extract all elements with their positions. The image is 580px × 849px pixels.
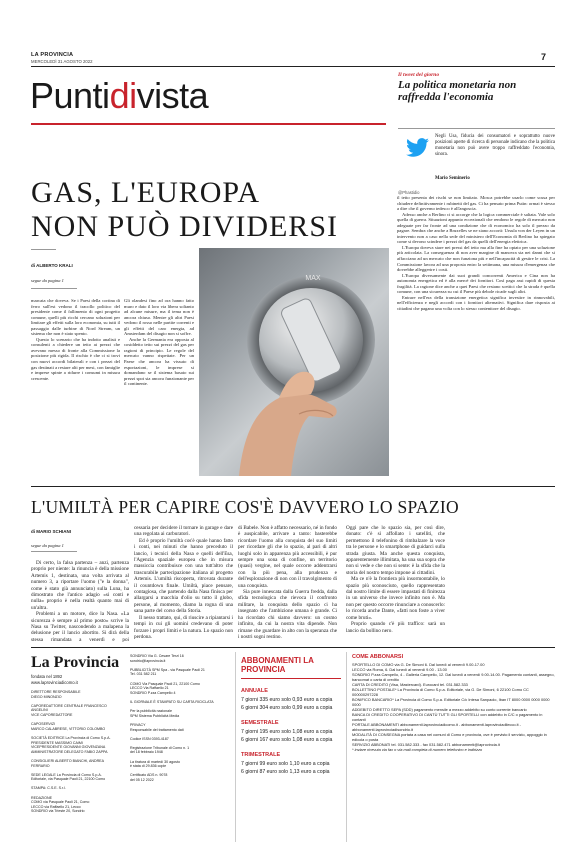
tweet-box xyxy=(398,72,555,103)
annual-7days: 7 giorni 335 euro solo 0,93 euro a copia xyxy=(241,697,333,703)
header-rule xyxy=(31,66,555,67)
article2-col1-p1: Di certo, la falsa partenza – anzi, partenza proprio per niente: la rinuncia è della missione Artemis 1, destinata, una volta arrivata al numero 3, a riportare l'uomo ("e la donna", come è stato già annunciato) sulla Luna, ha dimostrato che l'antico adagio «si conti e nulla» proprio è nella realtà quanto mai di un'altra. xyxy=(31,560,129,611)
svg-text:MAX: MAX xyxy=(305,275,321,282)
article1-continues: segue da pagina 1 xyxy=(31,278,64,283)
footer-divider-1 xyxy=(235,652,236,842)
how-item: CARTA DI CREDITO (Visa, Mastercard). Eurocard tel. 031.582.333 xyxy=(352,682,468,687)
article1-title-line1: GAS, L'EUROPA xyxy=(31,176,261,209)
article2-continues-rule xyxy=(31,551,77,552)
article1-photo xyxy=(199,248,389,476)
semester-7days: 7 giorni 195 euro solo 1,08 euro a copia xyxy=(241,729,333,735)
how-item: BONIFICO BANCARIO* La Provincia di Como S.p.a. Editoriale C/c Intesa Sanpaolo, Iban IT 8000 0000 0000 0000 0000 xyxy=(352,697,550,707)
article2-column-1 xyxy=(31,560,129,642)
article1-byline: di ALBERTO KRALI xyxy=(31,263,73,268)
subscriptions-title: ABBONAMENTI LA PROVINCIA xyxy=(241,656,314,674)
article1-col2-p3: L'Europa doveva stare nei pressi del tetto ma alla fine ha optato per una soluzione più articolata. La conseguenza di non aver margine di manovra sta nei danni che si affacciano ad un mercato che non funziona più e nell'incapacità di gestire le crisi. La Commissione lavora ad una proposta entro la settimana, una misura d'emergenza che dovrebbe alleggerire i costi. xyxy=(397,244,555,273)
twitter-bird-icon xyxy=(406,137,430,159)
how-item: SONDRIO P.zza Campello, 4 - Galleria Campello, 12. Dal lunedì a venerdì 9.00-14.00. Pagamento contanti, assegno, bancomat o carta di credito xyxy=(352,672,555,682)
article1-col1-p3: Gli olandesi fino ad ora hanno fatto muro e dato il loro via libera soltanto ad alcune misure, ma il tema non è ancora chiuso. Mentre gli altri Paesi vedono il rosso nelle partite correnti e gli effetti del caro energia, ad Amsterdam del disagio non si soffre. xyxy=(124,298,194,337)
annual-label: ANNUALE xyxy=(241,688,268,694)
footer-staff-col1: DIRETTORE RESPONSABILE DIEGO MINONZIO CAPOREDATTORE CENTRALE FRANCESCO ANGELINI VICE CAPOREDATTORE CAPOSERVIZI MARCO CALABRESE, VITTORIO COLOMBO SOCIETÀ EDITRICE La Provincia di Como S.p.A. PRESIDENTE MASSIMO CAIMI VICEPRESIDENTE GIOVANNI GIOVENZANA AMMINISTRATORE DELEGATO FABIO ZAPPA CONSIGLIERI ALBERTO BIANCHI, ANDREA FERRARIO SEDE LEGALE La Provincia di Como S.p.A. Editoriale, via Pasquale Paoli 21, 22100 Como STAMPA: C.S.E. S.r.l. REDAZIONE COMO via Pasquale Paoli 21, Como LECCO via Raffaello 21, Lecco SONDRIO via Trieste 20, Sondrio xyxy=(31,690,111,814)
footer-top-rule xyxy=(31,647,555,648)
article2-col2-p2: Ed è proprio l'umiltà cos'è quale hanno fatto i conti, nei minuti che hanno preceduto il lancio, i tecnici della Nasa e quelli dell'Esa, l'Agenzia spaziale europea che in misura massiccia contribuisce con una tutt'altro che trascurabile partecipazione italiana al progetto Artemis. L'umiltà riscoperta, ritrovata durante il countdown finale. Umiltà, piace pensare, contagiosa, che partendo dalla Nasa finisca per allargarsi a macchia d'olio su tutto il globo, persone, al momento, diamo la rogna di una sana parte del corso della Storia. xyxy=(134,537,233,615)
article2-column-2 xyxy=(134,525,233,642)
tweet-label: Il tweet del giorno xyxy=(398,72,440,78)
article1-col1-p2: Questo lo scenario che ha indotto analisti e consulenti a chiedere un tetto ai prezzi che avevano messo di fronte alla Commissione la posizione più rigida. Il rischio è che ci si trovi con nuovi accordi bilaterali e con i prezzi del gas destinati a restare alti per mesi, con famiglie e imprese spinte a ridurre i consumi in misura crescente. xyxy=(31,336,120,381)
byline-rule xyxy=(31,249,56,250)
article2-title: L'UMILTÀ PER CAPIRE COS'È DAVVERO LO SPAZIO xyxy=(31,497,459,517)
subscriptions-rule xyxy=(241,678,341,679)
footer-site[interactable]: www.laprovinciadicomo.it xyxy=(31,680,78,685)
how-to-subscribe-list xyxy=(352,662,555,842)
article2-col2-p1: cessaria per decidere il tornare in garage e dare una regolata ai carburatori. xyxy=(134,525,233,538)
article2-top-rule xyxy=(31,486,555,487)
article2-byline: di MARIO SCHIANI xyxy=(31,529,71,534)
page-date: MERCOLEDÌ 31 AGOSTO 2022 xyxy=(31,59,93,64)
article2-col3-p1: di Babele. Non è affatto necessario, né in fondo è auspicabile, arrivare a tanto: basterebbe ricordare l'uomo alla conquista del suo limiti per ricordare gli che lo spazio, al pari di altri luoghi solo in apparenza più accessibili, è pur sempre una sona di confine, un territorio (quasi) vergine, nel quale occorre addentrarsi con la più pena, alla prudenza e dell'esplorazione di non con il travolgimento di una conquista. xyxy=(238,525,337,589)
how-item: ADDEBITO DIRETTO SEPA (SDD) pagamento mensile a mezzo addebito su conto corrente bancario xyxy=(352,707,527,712)
article1-col2-p2: Adesso anche a Berlino ci si accorge che la logica commerciale è saltata. Vale solo quella di guerra. Situazioni appunto eccezionali che rendono le regole di mercato non adeguate per far fronte ad una condizione che di economico ha solo il prezzo da pagare. Sembra che anche a Bruxelles se ne siano accorti: Ursula von der Leyen in un intervento non a caso nella sede del ministero dell'Economia di Berlino ha spiegato come si devono scindere i prezzi del gas da quelli dell'energia elettrica. xyxy=(397,211,555,245)
how-item[interactable]: PORTALE ABBONAMENTI abbonamenti.laprovinciadicomo.it - abbonamenti.laprovinciadilecco.it - abbonamenti.laprovinciadisondrio.it xyxy=(352,722,521,732)
article2-col4-p1: Oggi pare che lo spazio sia, per così dire, donato: c'è sì affollato i satelliti, che permettono il telefonino di rimbalzare la voce tra le persone e lo smartphone di guidarci sulla strada giusta. Ma anche questa conquista, apparentemente illimitata, ha una sua sopra che non si vede e che non si sente: è la sfida che la storia del nostro tempo impone ai cittadini. xyxy=(346,525,445,576)
how-item: * inviare ricevuta via fax o via mail completa di numero telefonico e indirizzo xyxy=(352,747,483,752)
how-item: MODALITÀ DI CONSEGNA portata a casa nei comuni di Como e provincia, ove è previsto il servizio, appoggio in edicola o posta xyxy=(352,732,547,742)
masthead-small: LA PROVINCIA xyxy=(31,52,74,58)
section-title-left: Punti xyxy=(30,75,110,116)
article2-continues: segue da pagina 1 xyxy=(31,543,64,548)
article2-col2-p3: Il nesso trattato, qui, di riuscire a ripiantarsi i tempi in cui gli uomini credevano di poter forzare i propri limiti e la natura. Lo spazio non perdona. xyxy=(134,614,233,640)
tweet-title: La politica monetaria non raffredda l'economia xyxy=(398,79,517,103)
article1-col1-p4: Anche la Germania era opposta al cosiddetto tetto sui prezzi del gas per ragioni di principio. Le regole del mercato vanno rispettate. Per un Paese che ancora ha vissuto di esportazioni, le imprese si domandano se il sistema basato sui prezzi spot sia ancora funzionante per il continente. xyxy=(124,336,194,387)
quarter-6days: 6 giorni 87 euro solo 1,13 euro a copia xyxy=(241,769,330,775)
how-item: SPORTELLO DI COMO via G. De Simoni 6. Dal lunedì al venerdì 9.00-17.00 xyxy=(352,662,485,667)
article1-title-line2: NON PUÒ DIVIDERSI xyxy=(31,210,338,243)
tweet-rule xyxy=(398,128,555,129)
how-item: LECCO via Roma, 6. Dal lunedì al venerdì 9.00 - 13.00 xyxy=(352,667,447,672)
semester-6days: 6 giorni 167 euro solo 1,08 euro a copia xyxy=(241,737,333,743)
article1-col1-p1: marcata che doveva. Se i Paesi della cortina di ferro sull'est vedono il tracollo politico del presidente come il fallimento di ogni progetto comune, quelli più ricchi cercano soluzioni per limitare gli effetti sulla loro economia, su tutti il passaggio dalle turbine di Nord Stream, un sistema che non è stato spento. xyxy=(31,298,120,337)
page-number: 7 xyxy=(541,52,547,62)
section-title-mid: di xyxy=(109,75,137,116)
tweet-text: Negli Usa, fiducia dei consumatori e soprattutto nuove posizioni aperte di ricerca di personale indicano che la politica monetaria non può avere troppo raffreddato l'economia, sinora. xyxy=(435,134,556,157)
how-item: BANCA DI CREDITO COOPERATIVO DI CANTÙ TUTTI GLI SPORTELLI con addebito in C/C o pagamento in contanti xyxy=(352,712,543,722)
quarter-7days: 7 giorni 99 euro solo 1,10 euro a copia xyxy=(241,761,330,767)
article2-col1-p2: Problemi a un motore, dice la Nasa. «La sicurezza è sempre al primo posto» scrive la Nasa su Twitter, nascondendo a malapena la delusione per il lancio abortito. Si dirà della stessa rimandata a venerdì e poi xyxy=(31,611,129,642)
tweet-handle: @Phastidio xyxy=(398,190,420,195)
semester-label: SEMESTRALE xyxy=(241,720,279,726)
continues-rule xyxy=(31,288,77,289)
footer-divider-2 xyxy=(346,652,347,842)
annual-6days: 6 giorni 304 euro solo 0,99 euro a copia xyxy=(241,705,333,711)
article1-col2-p1: il tetto presenta dei rischi se non limitato. Mosca potrebbe usarlo come scusa per chiudere definitivamente i rubinetti del gas. Ci ha pensato prima Putin: ormai è stesso a dire che il governo tedesco è all'angoscia. xyxy=(397,195,555,212)
article1-column-2 xyxy=(124,298,194,476)
oven-knob-photo xyxy=(199,248,389,476)
article1-column-3 xyxy=(397,195,555,476)
article1-column-1 xyxy=(31,298,120,476)
how-to-subscribe-title: COME ABBONARSI xyxy=(352,654,404,660)
footer-staff-col2: SONDRIO Via G. Cesare Terzi 16 sondrio@laprovincia.it PUBBLICITÀ SPM Spa - via Pasquale Paoli 21 Tel. 031 582 211 COMO Via Pasquale Paoli 21, 22100 Como LECCO Via Raffaello 21 SONDRIO P.zza Campello 4 IL GIORNALE È STAMPATO SU CARTA RICICLATA Per la pubblicità nazionale SPM Sistema Pubblicità Media PRIVACY Responsabile del trattamento dati Codice ISSN 0393-4187 Registrazione Tribunale di Como n. 1 del 18 febbraio 1948 La tiratura di martedì 30 agosto è stata di 29.836 copie Certificato ADS n. 9078 del 05 12 2022 xyxy=(130,654,214,783)
footer-logo: La Provincia xyxy=(31,654,120,671)
section-title xyxy=(30,77,208,115)
article1-col2-p4: L'Europa diversamente dai suoi grandi concorrenti America e Cina non ha autonomia energetica ed è alla mercé dei fornitori. Così paga assi rapidi di questa fragilità. La ragione dice anche a quei Paesi che restano scettici che la strada è quella comune, con una sicurezza su cui il Paese più debole ricade sugli altri. xyxy=(397,272,555,295)
quarter-label: TRIMESTRALE xyxy=(241,752,281,758)
article2-column-3 xyxy=(238,525,337,642)
section-bar xyxy=(31,123,386,125)
article2-col3-p2: Sia pure innescata dalla Guerra fredda, dalla sfida tecnologica che rievoca il confronto militare, la conquista dello spazio ci ha insegnato che l'ambizione umana è grande. Ci ha ricordato chi siamo davvero: un cosmo infinito, da cui la nostra vita dipende. Non rimane che guardare in alto con la speranza che i nostri sogni restino. xyxy=(238,589,337,640)
article2-column-4 xyxy=(346,525,445,642)
how-item: SERVIZIO ABBONATI tel. 031.582.333 - fax 031.582.471 abbonamenti@laprovincia.it xyxy=(352,742,500,747)
tweet-author: Mario Seminerio xyxy=(435,176,470,181)
how-item: BOLLETTINO POSTALE* La Provincia di Como S.p.a. Editoriale, via G. De Simoni, 6 22100 Como CC 000000297228 xyxy=(352,687,529,697)
article1-col2-p5: Entrare nell'era della transizione energetica significa investire in rinnovabili, nell'efficienza e negli accordi con i fornitori alternativi. Significa dare risposta ai cittadini che pagano una volta con lo stesso contenitore del disagio. xyxy=(397,294,555,311)
section-title-right: vista xyxy=(136,75,209,116)
article2-col4-p2: Ma ce n'è la frontiera più insormontabile, lo spazio più sconosciuto, quello rappresentato dal nostro limite di essere impastati di finitezza in un universo che invece infinito non è. Ma non per questo occorre rinunciare a conoscerlo: lo ricorda anche Dante, «fatti non foste a viver come bruti». xyxy=(346,576,445,621)
footer-founded: fondata nel 1892 xyxy=(31,674,63,679)
article2-col4-p3: Proprio quando c'è più traffico: sarà un lancio da bollino nero. xyxy=(346,621,445,634)
